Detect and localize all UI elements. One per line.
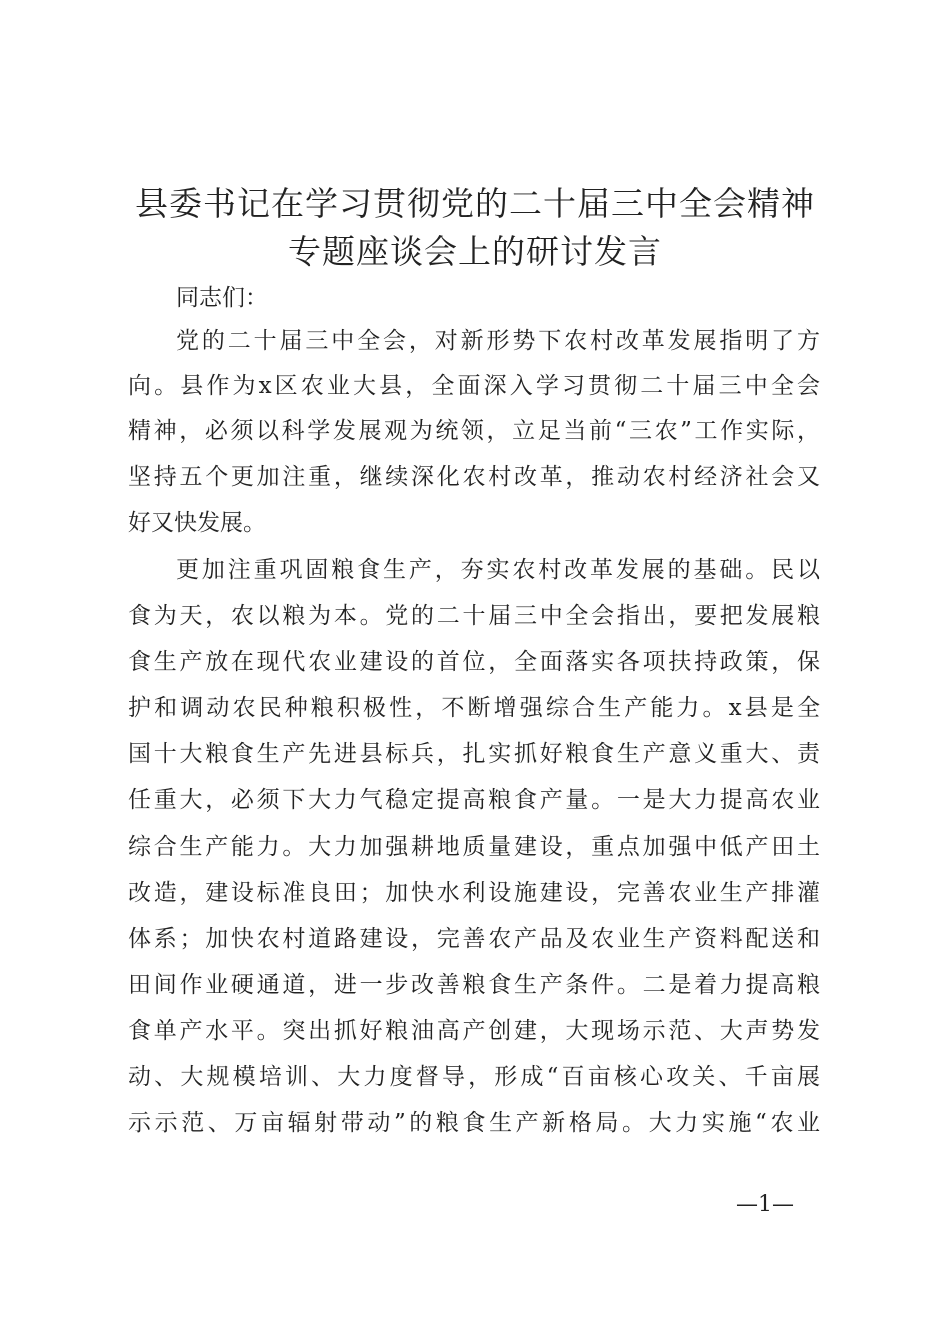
body-line-9: 护和调动农民种粮积极性，不断增强综合生产能力。x县是全 [128,695,820,721]
body-line-16: 食单产水平。突出抓好粮油高产创建，大现场示范、大声势发 [128,1018,820,1044]
document-title-line-2: 专题座谈会上的研讨发言 [288,232,662,271]
body-line-2: 向。县作为x区农业大县，全面深入学习贯彻二十届三中全会 [128,373,820,399]
body-line-7: 食为天，农以粮为本。党的二十届三中全会指出，要把发展粮 [128,603,820,629]
body-line-6: 更加注重巩固粮食生产，夯实农村改革发展的基础。民以 [176,557,820,583]
body-line-18: 示示范、万亩辐射带动”的粮食生产新格局。大力实施“农业 [128,1110,820,1136]
body-line-13: 改造，建设标准良田；加快水利设施建设，完善农业生产排灌 [128,880,820,906]
body-line-10: 国十大粮食生产先进县标兵，扎实抓好粮食生产意义重大、责 [128,741,820,767]
body-line-12: 综合生产能力。大力加强耕地质量建设，重点加强中低产田土 [128,834,820,860]
body-line-3: 精神，必须以科学发展观为统领，立足当前“三农”工作实际， [128,418,820,444]
body-line-1: 党的二十届三中全会，对新形势下农村改革发展指明了方 [176,328,820,354]
document-title-line-1: 县委书记在学习贯彻党的二十届三中全会精神 [135,184,815,223]
body-line-11: 任重大，必须下大力气稳定提高粮食产量。一是大力提高农业 [128,787,820,813]
body-line-17: 动、大规模培训、大力度督导，形成“百亩核心攻关、千亩展 [128,1064,820,1090]
page-number: —1— [736,1192,794,1217]
body-line-4: 坚持五个更加注重，继续深化农村改革，推动农村经济社会又 [128,464,820,490]
body-line-14: 体系；加快农村道路建设，完善农产品及农业生产资料配送和 [128,926,820,952]
salutation: 同志们： [176,285,268,311]
body-line-8: 食生产放在现代农业建设的首位，全面落实各项扶持政策，保 [128,649,820,675]
body-line-5: 好又快发展。 [128,510,266,536]
body-line-15: 田间作业硬通道，进一步改善粮食生产条件。二是着力提高粮 [128,972,820,998]
